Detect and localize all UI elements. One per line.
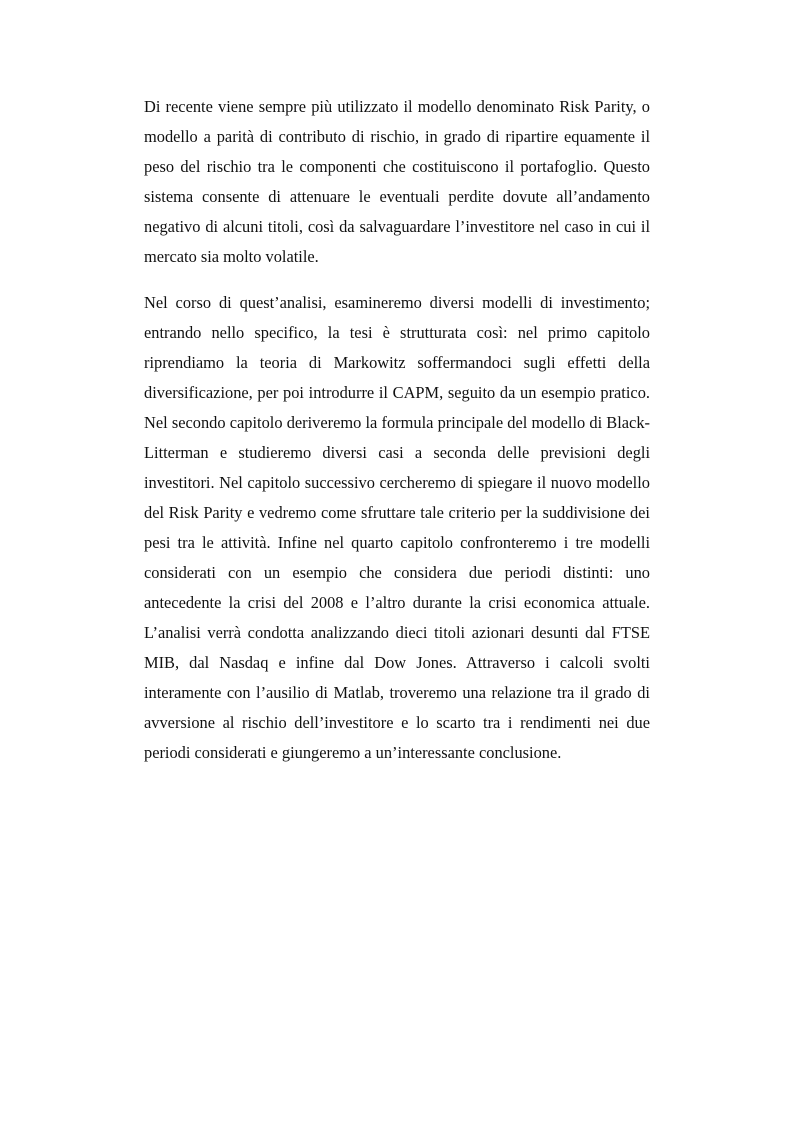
paragraph-intro: Di recente viene sempre più utilizzato il modello denominato Risk Parity, o modello a parità di contributo di rischio, in grado di ripartire equamente il peso del rischio tra le componenti che costituiscono il portafoglio. Questo sistema consente di attenuare le eventuali perdite dovute all’andamento negativo di alcuni titoli, così da salvaguardare l’investitore nel caso in cui il mercato sia molto volatile. [144, 97, 650, 266]
paragraph-outline: Nel corso di quest’analisi, esamineremo diversi modelli di investimento; entrando nello specifico, la tesi è strutturata così: nel primo capitolo riprendiamo la teoria di Markowitz soffermandoci sugli effetti della diversificazione, per poi introdurre il CAPM, seguito da un esempio pratico. Nel secondo capitolo deriveremo la formula principale del modello di Black-Litterman e studieremo diversi casi a seconda delle previsioni degli investitori. Nel capitolo successivo cercheremo di spiegare il nuovo modello del Risk Parity e vedremo come sfruttare tale criterio per la suddivisione dei pesi tra le attività. Infine nel quarto capitolo confronteremo i tre modelli considerati con un esempio che considera due periodi distinti: uno antecedente la crisi del 2008 e l’altro durante la crisi economica attuale. L’analisi verrà condotta analizzando dieci titoli azionari desunti dal FTSE MIB, dal Nasdaq e infine dal Dow Jones. Attraverso i calcoli svolti interamente con l’ausilio di Matlab, troveremo una relazione tra il grado di avversione al rischio dell’investitore e lo scarto tra i rendimenti nei due periodi considerati e giungeremo a un’interessante conclusione. [144, 293, 650, 762]
body-text [144, 92, 650, 768]
